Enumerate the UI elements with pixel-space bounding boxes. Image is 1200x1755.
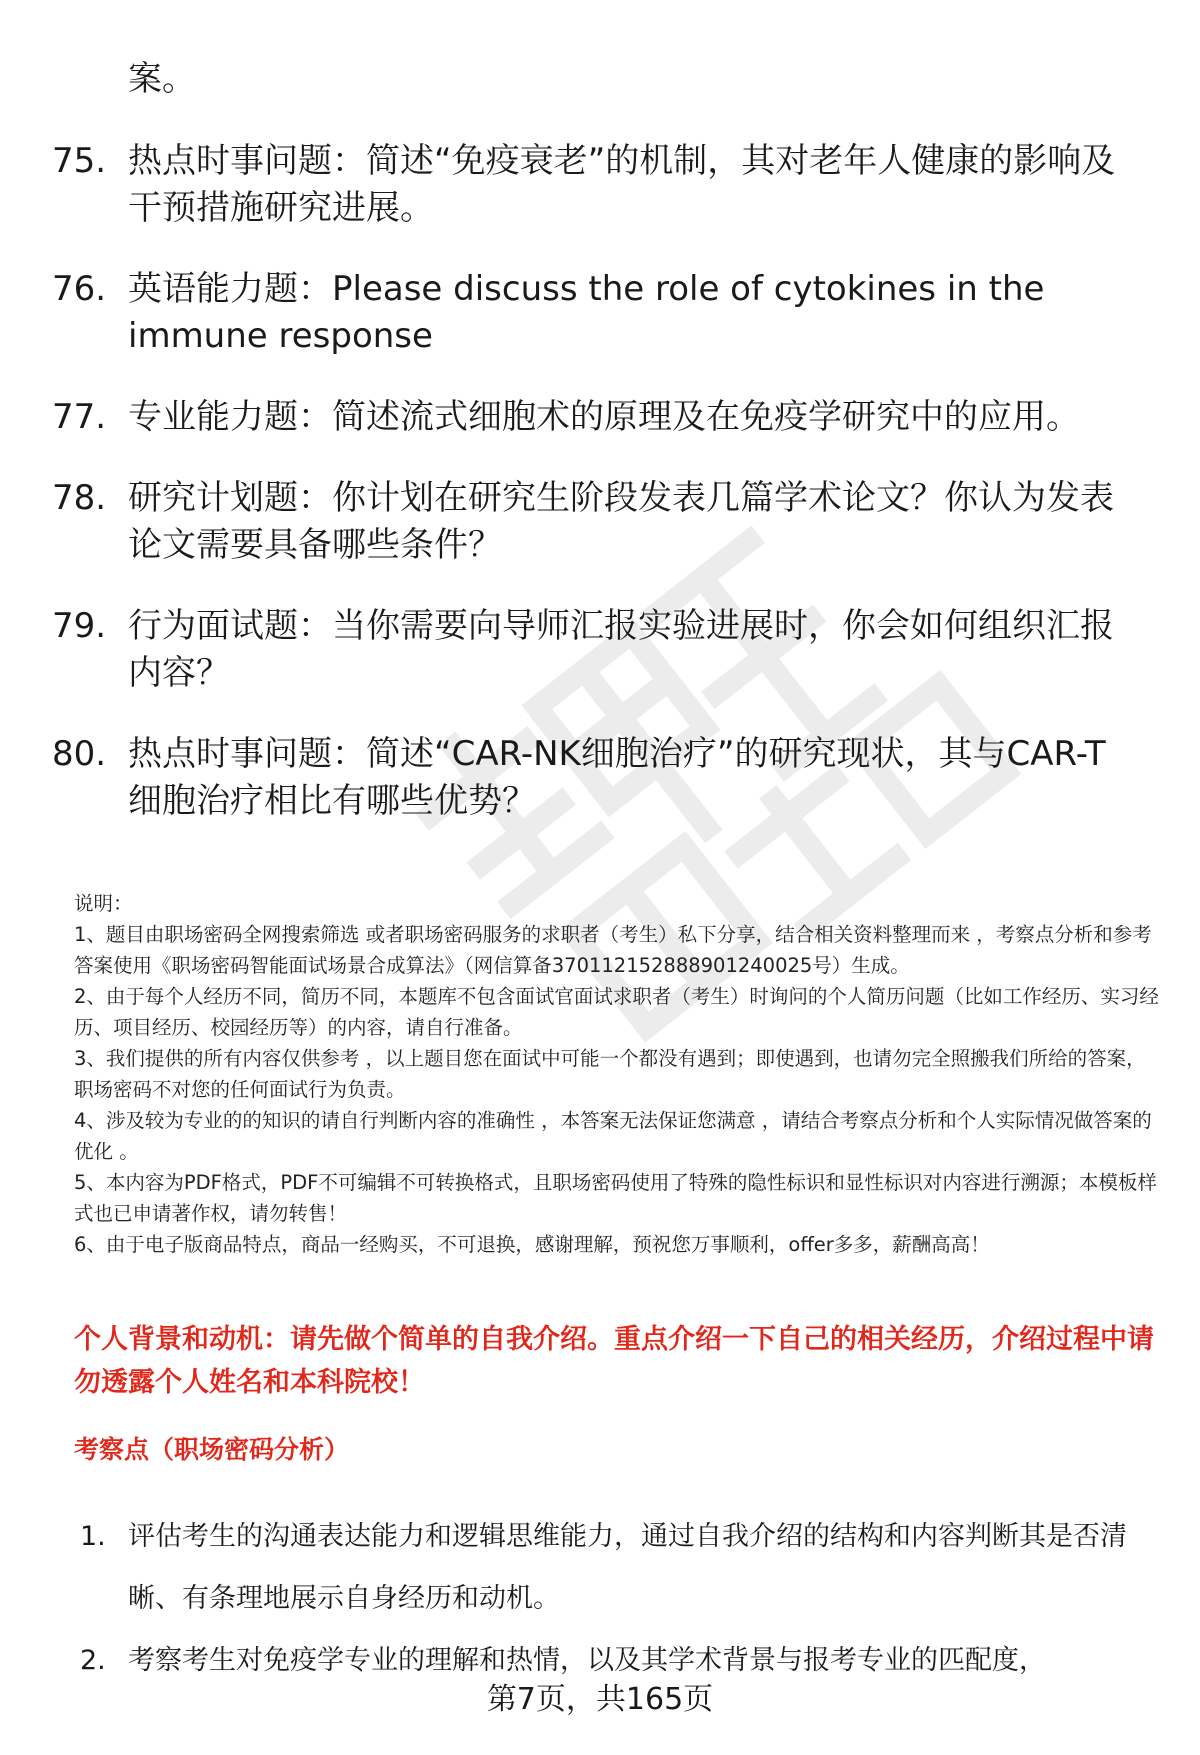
note-item: 2、由于每个人经历不同，简历不同，本题库不包含面试官面试求职者（考生）时询问的个人简历问题（比如工作经历、实习经历、项目经历、校园经历等）的内容，请自行准备。 xyxy=(74,985,1159,1039)
question-item xyxy=(52,475,1152,569)
question-text: 专业能力题：简述流式细胞术的原理及在免疫学研究中的应用。 xyxy=(128,397,1080,437)
note-item: 4、涉及较为专业的的知识的请自行判断内容的准确性 ，本答案无法保证您满意 ，请结合考察点分析和个人实际情况做答案的优化 。 xyxy=(74,1109,1152,1163)
question-item xyxy=(52,731,1152,825)
question-item xyxy=(52,266,1152,360)
question-number: 77. xyxy=(52,397,107,437)
analysis-heading: 考察点（职场密码分析） xyxy=(74,1435,350,1464)
question-text: 行为面试题：当你需要向导师汇报实验进展时，你会如何组织汇报内容？ xyxy=(128,606,1114,693)
question-text: 热点时事问题：简述“CAR-NK细胞治疗”的研究现状，其与CAR-T细胞治疗相比有哪些优势？ xyxy=(128,734,1106,821)
section-title: 个人背景和动机：请先做个简单的自我介绍。重点介绍一下自己的相关经历，介绍过程中请勿透露个人姓名和本科院校！ xyxy=(74,1324,1154,1398)
note-item: 3、我们提供的所有内容仅供参考 ，以上题目您在面试中可能一个都没有遇到；即使遇到，也请勿完全照搬我们所给的答案，职场密码不对您的任何面试行为负责。 xyxy=(74,1047,1146,1101)
question-list xyxy=(52,138,1152,859)
point-text: 评估考生的沟通表达能力和逻辑思维能力，通过自我介绍的结构和内容判断其是否清晰、有条理地展示自身经历和动机。 xyxy=(128,1521,1127,1614)
question-number: 76. xyxy=(52,269,107,309)
point-number: 1. xyxy=(80,1521,106,1552)
disclaimer-notes xyxy=(74,888,1164,1260)
question-text: 英语能力题：Please discuss the role of cytokines in the immune response xyxy=(128,269,1045,356)
notes-heading: 说明： xyxy=(74,892,133,915)
question-number: 79. xyxy=(52,606,107,646)
question-text: 热点时事问题：简述“免疫衰老”的机制，其对老年人健康的影响及干预措施研究进展。 xyxy=(128,141,1116,228)
point-number: 2. xyxy=(80,1645,106,1676)
question-number: 75. xyxy=(52,141,107,181)
page-footer: 第7页，共165页 xyxy=(486,1682,714,1717)
question-text: 研究计划题：你计划在研究生阶段发表几篇学术论文？你认为发表论文需要具备哪些条件？ xyxy=(128,478,1114,565)
note-item: 5、本内容为PDF格式，PDF不可编辑不可转换格式，且职场密码使用了特殊的隐性标识和显性标识对内容进行溯源；本模板样式也已申请著作权，请勿转售！ xyxy=(74,1171,1157,1225)
question-item xyxy=(52,138,1152,232)
question-number: 80. xyxy=(52,734,107,774)
analysis-point xyxy=(80,1506,1160,1630)
note-item: 1、题目由职场密码全网搜索筛选 或者职场密码服务的求职者（考生）私下分享，结合相关资料整理而来 ，考察点分析和参考答案使用《职场密码智能面试场景合成算法》（网信算备370112152888901240025号）生成。 xyxy=(74,923,1152,977)
question-number: 78. xyxy=(52,478,107,518)
analysis-points xyxy=(80,1506,1160,1692)
note-item: 6、由于电子版商品特点，商品一经购买，不可退换，感谢理解，预祝您万事顺利，offer多多，薪酬高高！ xyxy=(74,1233,990,1256)
question-item xyxy=(52,394,1152,441)
continued-text: 案。 xyxy=(128,59,196,99)
point-text: 考察考生对免疫学专业的理解和热情，以及其学术背景与报考专业的匹配度， xyxy=(128,1645,1046,1676)
question-item xyxy=(52,603,1152,697)
